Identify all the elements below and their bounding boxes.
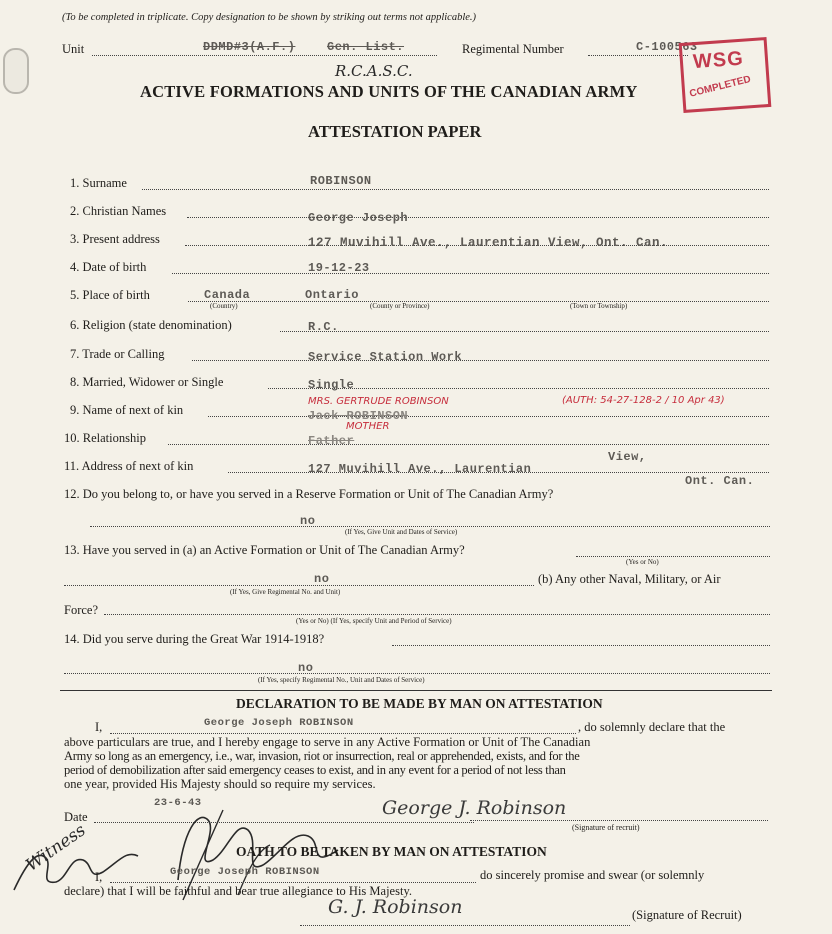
- declaration-signature: George J. Robinson: [382, 797, 567, 819]
- next-of-kin-authority: (AUTH: 54-27-128-2 / 10 Apr 43): [562, 395, 725, 406]
- birth-county-value: Ontario: [305, 288, 359, 302]
- declaration-date-value: 23-6-43: [154, 797, 202, 809]
- next-of-kin-address-extra: View,: [608, 450, 647, 464]
- present-address-value: 127 Muvihill Ave., Laurentian View, Ont. Can.: [308, 236, 669, 250]
- place-of-birth-label: 5. Place of birth: [70, 288, 150, 302]
- active-service-yn-caption: (Yes or No): [626, 558, 659, 566]
- next-of-kin-typed: Jack ROBINSON: [308, 409, 409, 423]
- oath-signature: G. J. Robinson: [328, 896, 463, 918]
- birth-country-value: Canada: [204, 288, 251, 302]
- present-address-label: 3. Present address: [70, 232, 160, 246]
- handwritten-unit: R.C.A.S.C.: [335, 62, 413, 80]
- marital-status-label: 8. Married, Widower or Single: [70, 375, 224, 389]
- active-service-answer: no: [314, 572, 330, 586]
- date-of-birth-label: 4. Date of birth: [70, 260, 147, 274]
- oath-name: George Joseph ROBINSON: [170, 866, 320, 878]
- great-war-question-label: 14. Did you serve during the Great War 1914-1918?: [64, 632, 325, 646]
- trade-value: Service Station Work: [308, 350, 463, 364]
- relationship-label: 10. Relationship: [64, 431, 146, 445]
- trade-label: 7. Trade or Calling: [70, 347, 165, 361]
- section-divider: [60, 690, 772, 691]
- reserve-caption: (If Yes, Give Unit and Dates of Service): [345, 528, 458, 536]
- reserve-question-label: 12. Do you belong to, or have you served in a Reserve Formation or Unit of The Canadian Army?: [64, 487, 554, 501]
- declaration-name: George Joseph ROBINSON: [204, 717, 354, 729]
- declaration-line-3: Army so long as an emergency, i.e., war, invasion, riot or insurrection, real or apprehended, exists, and for the: [64, 749, 580, 763]
- declaration-title: DECLARATION TO BE MADE BY MAN ON ATTESTATION: [236, 696, 603, 711]
- declaration-date-label: Date: [64, 810, 88, 824]
- christian-names-label: 2. Christian Names: [70, 204, 167, 218]
- form-title: ACTIVE FORMATIONS AND UNITS OF THE CANADIAN ARMY: [140, 82, 638, 101]
- declaration-line-2: above particulars are true, and I hereby engage to serve in any Active Formation or Unit of The Canadian: [64, 735, 591, 749]
- regimental-number-value: C-100563: [636, 40, 698, 54]
- birth-country-caption: (Country): [210, 302, 238, 310]
- relationship-handwritten: MOTHER: [346, 421, 390, 432]
- oath-i-label: I,: [95, 870, 103, 884]
- religion-value: R.C.: [308, 320, 339, 334]
- other-service-label: (b) Any other Naval, Military, or Air: [538, 572, 721, 586]
- unit-value-2: Gen. List.: [327, 40, 405, 54]
- declaration-signature-caption: (Signature of recruit): [572, 823, 640, 832]
- declaration-line-5: one year, provided His Majesty should so require my services.: [64, 777, 376, 791]
- birth-county-caption: (County or Province): [370, 302, 430, 310]
- declaration-line-1-end: , do solemnly declare that the: [578, 720, 726, 734]
- unit-value: DDMD#3(A.F.): [203, 40, 296, 54]
- next-of-kin-address-value: 127 Muvihill Ave., Laurentian: [308, 462, 532, 476]
- active-service-question-label: 13. Have you served in (a) an Active Formation or Unit of The Canadian Army?: [64, 543, 465, 557]
- next-of-kin-label: 9. Name of next of kin: [70, 403, 184, 417]
- force-label: Force?: [64, 603, 99, 617]
- date-of-birth-value: 19-12-23: [308, 261, 370, 275]
- surname-label: 1. Surname: [70, 176, 127, 190]
- religion-label: 6. Religion (state denomination): [70, 318, 232, 332]
- birth-town-caption: (Town or Township): [570, 302, 628, 310]
- wsg-completed-stamp: WSG COMPLETED: [679, 37, 772, 113]
- oath-line-2: declare) that I will be faithful and bear true allegiance to His Majesty.: [64, 884, 413, 898]
- surname-value: ROBINSON: [310, 174, 372, 188]
- declaration-i-label: I,: [95, 720, 103, 734]
- christian-names-value: George Joseph: [308, 211, 409, 225]
- other-service-caption: (Yes or No) (If Yes, specify Unit and Period of Service): [296, 617, 452, 625]
- active-service-caption: (If Yes, Give Regimental No. and Unit): [230, 588, 341, 596]
- great-war-caption: (If Yes, specify Regimental No., Unit and Dates of Service): [258, 676, 425, 684]
- oath-line-1-end: do sincerely promise and swear (or solemnly: [480, 868, 705, 882]
- next-of-kin-address-label: 11. Address of next of kin: [64, 459, 194, 473]
- oath-title: OATH TO BE TAKEN BY MAN ON ATTESTATION: [236, 844, 547, 859]
- declaration-line-4: period of demobilization after said emergency ceases to exist, and in any event for a period of not less than: [64, 763, 566, 777]
- marital-status-value: Single: [308, 378, 355, 392]
- next-of-kin-address-end: Ont. Can.: [685, 474, 755, 488]
- header-note: (To be completed in triplicate. Copy designation to be shown by striking out terms not applicable.): [62, 12, 477, 23]
- oath-signature-caption: (Signature of Recruit): [632, 908, 742, 922]
- binder-hole: [3, 48, 29, 94]
- next-of-kin-handwritten: MRS. GERTRUDE ROBINSON: [308, 396, 449, 407]
- form-subtitle: ATTESTATION PAPER: [308, 122, 482, 141]
- regimental-number-label: Regimental Number: [462, 42, 564, 56]
- witness-label: Witness: [22, 820, 90, 876]
- reserve-answer: no: [300, 514, 316, 528]
- unit-label: Unit: [62, 42, 85, 56]
- relationship-typed: Father: [308, 434, 355, 448]
- great-war-answer: no: [298, 661, 314, 675]
